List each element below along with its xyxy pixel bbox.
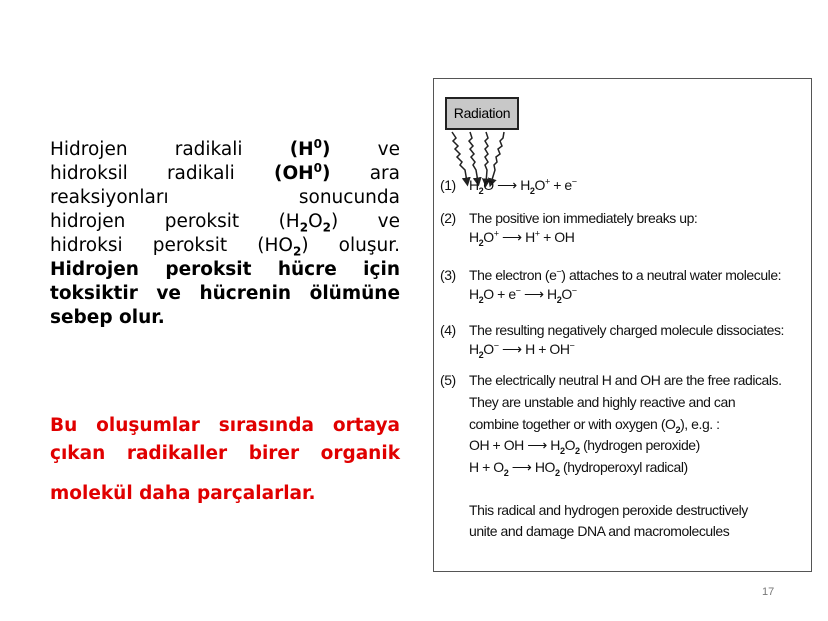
text-run: ), e.g. : <box>680 416 720 432</box>
radiation-figure <box>433 78 812 572</box>
text-run: 2 <box>529 185 535 196</box>
text-run: O <box>308 211 323 232</box>
text-run: O <box>534 177 545 193</box>
text-run: O <box>483 341 494 357</box>
step-number: (4) <box>440 322 456 338</box>
text-run: ) <box>322 139 331 160</box>
text-run: ⟶ H <box>498 229 535 245</box>
text-run: H <box>469 286 479 302</box>
text-run: Bu oluşumlar sırasında ortaya <box>50 415 400 436</box>
text-run: − <box>571 176 577 187</box>
text-run: ) <box>322 163 331 184</box>
text-run: (H <box>289 139 314 160</box>
text-run: − <box>571 285 577 296</box>
text-line <box>50 234 400 258</box>
text-run: 2 <box>675 424 681 435</box>
text-run: hidroksi peroksit (HO <box>50 235 293 256</box>
text-run: unite and damage DNA and macromolecules <box>469 523 730 539</box>
text-run: H <box>469 341 479 357</box>
text-run: (hydrogen peroxide) <box>579 437 700 453</box>
text-run: O ⟶ H <box>483 177 530 193</box>
text-run: 2 <box>322 220 332 235</box>
text-run: 2 <box>556 294 562 305</box>
text-run: O <box>561 286 572 302</box>
text-run: − <box>569 340 575 351</box>
text-line <box>50 138 400 162</box>
text-run: sebep olur. <box>50 307 165 328</box>
text-run: 2 <box>559 445 565 456</box>
text-line <box>50 210 400 234</box>
text-run: molekül daha parçalarlar. <box>50 483 316 504</box>
text-run: − <box>556 266 562 277</box>
figure-line <box>469 458 688 476</box>
figure-line <box>469 285 577 303</box>
text-run: ve <box>330 139 400 160</box>
text-run: O + e <box>483 286 516 302</box>
text-run: ara <box>330 163 400 184</box>
text-line <box>50 414 400 442</box>
text-run: OH + OH ⟶ H <box>469 437 560 453</box>
step-number: (1) <box>440 177 456 193</box>
text-run: ) attaches to a neutral water molecule: <box>561 267 782 283</box>
text-run: 2 <box>299 220 309 235</box>
figure-line <box>469 228 574 246</box>
text-run: 2 <box>478 237 484 248</box>
text-run: ⟶ H + OH <box>498 341 570 357</box>
text-run: H <box>469 177 479 193</box>
figure-line <box>440 321 784 339</box>
text-run: Hidrojen peroksit hücre için <box>50 259 400 280</box>
text-run: Hidrojen radikali <box>50 139 290 160</box>
text-line <box>50 258 400 282</box>
text-run: reaksiyonları sonucunda <box>50 187 400 208</box>
figure-line <box>469 393 735 411</box>
text-line <box>50 282 400 306</box>
text-line <box>50 186 400 210</box>
step-number: (3) <box>440 267 456 283</box>
figure-line <box>440 371 782 389</box>
text-run: O <box>483 229 494 245</box>
text-run: 0 <box>313 160 323 175</box>
paragraph-red-note <box>50 414 400 510</box>
text-run: 2 <box>503 467 509 478</box>
text-run: 2 <box>478 294 484 305</box>
text-run: + <box>493 228 499 239</box>
text-run: + e <box>549 177 572 193</box>
text-run: They are unstable and highly reactive and can <box>469 394 736 410</box>
figure-line <box>440 209 697 227</box>
step-number: (2) <box>440 210 456 226</box>
text-line <box>50 442 400 470</box>
figure-line <box>440 266 781 284</box>
figure-line <box>469 436 700 454</box>
step-number: (5) <box>440 372 456 388</box>
text-run: 0 <box>313 136 323 151</box>
text-run: 2 <box>478 349 484 360</box>
text-run: + <box>534 228 540 239</box>
text-run: − <box>515 285 521 296</box>
page-number: 17 <box>762 586 775 598</box>
text-run: (OH <box>274 163 314 184</box>
text-run: 2 <box>554 467 560 478</box>
text-run: ) ve <box>331 211 400 232</box>
figure-line <box>469 522 729 540</box>
text-run: O <box>564 437 576 453</box>
figure-line <box>469 340 574 358</box>
text-run: This radical and hydrogen peroxide destructively <box>469 502 748 518</box>
text-run: − <box>493 340 499 351</box>
text-run: The electrically neutral H and OH are the free radicals. <box>469 372 782 388</box>
text-run: hidrojen peroksit (H <box>50 211 300 232</box>
text-run: ) oluşur. <box>301 235 400 256</box>
text-run: toksiktir ve hücrenin ölümüne <box>50 283 400 304</box>
text-run: The positive ion immediately breaks up: <box>469 210 698 226</box>
text-line <box>50 162 400 186</box>
text-run: The resulting negatively charged molecule dissociates: <box>469 322 784 338</box>
figure-line <box>469 415 720 433</box>
text-run: + <box>544 176 550 187</box>
text-run: + OH <box>539 229 575 245</box>
text-run: The electron (e <box>469 267 557 283</box>
text-run: combine together or with oxygen (O <box>469 416 676 432</box>
text-run: 2 <box>575 445 580 456</box>
text-line <box>50 482 400 510</box>
radiation-box: Radiation <box>445 97 519 130</box>
text-run: (hydroperoxyl radical) <box>559 459 688 475</box>
text-run: ⟶ HO <box>508 459 555 475</box>
text-run: H + O <box>469 459 504 475</box>
text-run: H <box>469 229 479 245</box>
text-line <box>50 306 400 330</box>
text-run: 2 <box>478 185 484 196</box>
text-run: 2 <box>292 244 302 259</box>
figure-line <box>469 501 748 519</box>
figure-line <box>440 176 577 194</box>
text-run: ⟶ H <box>520 286 557 302</box>
paragraph-radicals <box>50 138 400 330</box>
text-run: hidroksil radikali <box>50 163 274 184</box>
text-run: çıkan radikaller birer organik <box>50 443 400 464</box>
